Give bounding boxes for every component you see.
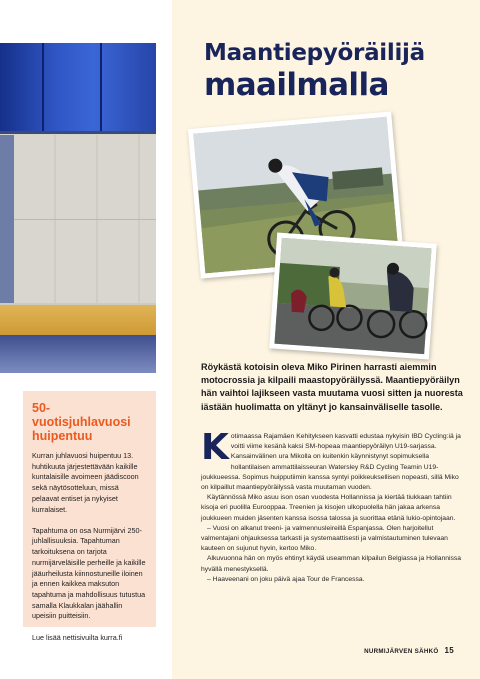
cyclist-photo-2 xyxy=(269,233,437,360)
title-line-1: Maantiepyöräilijä xyxy=(204,40,425,66)
sidebar-text xyxy=(32,451,147,643)
sidebar-link-text: Lue lisää nettisivuilta kurra.fi xyxy=(32,632,123,642)
article-body xyxy=(201,427,463,585)
title-line-2: maailmalla xyxy=(204,67,389,103)
board-line xyxy=(0,131,156,134)
article-paragraph: Alkuvuonna hän on myös ehtinyt käydä useamman kilpailun Belgiassa ja Hollannissa hyvällä menestyksellä. xyxy=(201,555,462,573)
arena-photo xyxy=(0,43,156,373)
article-paragraph: – Haaveenani on joku päivä ajaa Tour de Francessa. xyxy=(207,575,365,583)
page-number: 15 xyxy=(444,646,454,655)
article-paragraph: – Vuosi on alkanut treeni- ja valmennusleireillä Espanjassa. Olen harjoitellut valmentajani ohjauksessa tarkasti ja systemaattisesti ja valmistautuminen tulevaan kauteen on sujunut hyvin, kertoo Miko. xyxy=(201,524,448,553)
arena-edge xyxy=(0,135,14,303)
lead-paragraph: Röykästä kotoisin oleva Miko Pirinen harrasti aiemmin motocrossia ja kilpaili maastopyöräilyssä. Maantiepyöräilyn hän vaihtoi lajikseen vasta muutama vuosi sitten ja nuoresta iästään huolimatta on yltänyt jo kansainväliselle tasolle. xyxy=(201,362,463,412)
article-first-paragraph xyxy=(201,427,463,493)
wooden-board xyxy=(0,305,156,335)
sidebar-paragraph: Tapahtuma on osa Nurmijärvi 250-juhlallisuuksia. Tapahtuman tarkoituksena on tarjota nurmijärveläisille perheille ja kaikille jääurheilusta kiinnostuneille iloinen ja ennen kaikkea maksuton tapahtuma ja mahdollisuus tutustua samalla Klaukkalan jäähallin upeisiin puitteisiin. xyxy=(32,525,146,621)
first-paragraph-text: otimaassa Rajamäen Kehitykseen kasvatti edustaa nykyisin IBD Cycling:iä ja voitti viime kesänä kaksi SM-hopeaa maantiepyöräilyn U19-sarjassa. Kansainvälinen ura Mikolla on kuitenkin käynnistynyt sopimuksella hollantilaisen ammattilaisseuran Watersley R&D Cycling Teamin U19-joukkueessa. Sopimus huipputiimin kanssa syntyi poikkeuksellisen nopeasti, sillä Miko on kilpaillut maantiepyöräilyssä vasta muutaman vuoden. xyxy=(201,433,461,492)
arena-blue-board xyxy=(0,43,156,131)
board-seam xyxy=(100,43,102,131)
sidebar-title: 50-vuotisjuhlavuosi huipentuu xyxy=(32,401,131,443)
publication-name: NURMIJÄRVEN SÄHKÖ xyxy=(364,648,439,655)
board-seam xyxy=(42,43,44,131)
cyclist-photo-2-image xyxy=(269,233,437,360)
page-title xyxy=(204,40,464,104)
sidebar-box xyxy=(23,391,156,642)
article-paragraph: Käytännössä Miko asuu ison osan vuodesta Hollannissa ja kiertää tiukkaan tahtiin kisoja eri puolilla Eurooppaa. Treenien ja kisojen ulkopuolella hän jakaa arkensa joukkueen muiden jäsenten kanssa isossa talossa ja suorittaa etänä lukio-opintojaan. xyxy=(201,494,456,522)
sidebar-paragraph: Kurran juhlavuosi huipentuu 13. huhtikuuta järjestettävään kaikille kuntalaisille avoimeen jäädiscoon sekä näytösotteluun, missä pelaavat entiset ja nykyiset kurralaiset. xyxy=(32,451,139,514)
wall-seam xyxy=(14,219,156,220)
page-footer xyxy=(364,646,454,655)
drop-cap: K xyxy=(201,427,229,468)
arena-floor xyxy=(0,335,156,373)
